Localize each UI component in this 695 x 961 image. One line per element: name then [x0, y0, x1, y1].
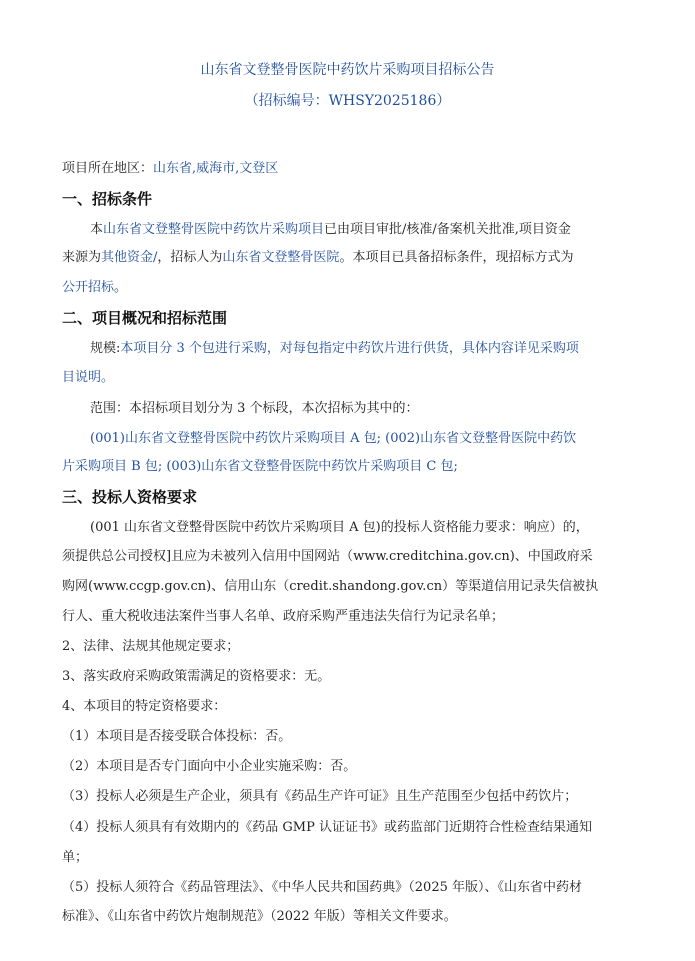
s3-line-10: （3）投标人必须是生产企业，须具有《药品生产许可证》且生产范围至少包括中药饮片；: [62, 789, 578, 804]
scale-text: 本项目分 3 个包进行采购，对每包指定中药饮片进行供货，具体内容详见采购项: [120, 341, 579, 356]
s3-line-6: 3、落实政府采购政策需满足的资格要求：无。: [62, 669, 331, 684]
text: 规模:: [90, 341, 121, 356]
section-3-heading: 三、投标人资格要求: [62, 488, 198, 506]
text: 已由项目审批/核准/备案机关批准,项目资金: [324, 222, 571, 237]
fund-source: 其他资金/: [101, 250, 158, 265]
s2-line-3: 范围：本招标项目划分为 3 个标段，本次招标为其中的：: [90, 401, 419, 416]
region-label: 项目所在地区：: [62, 161, 154, 176]
s2-line-4: (001)山东省文登整骨医院中药饮片采购项目 A 包; (002)山东省文登整骨医院中药饮: [90, 431, 577, 446]
s3-line-9: （2）本项目是否专门面向中小企业实施采购：否。: [62, 759, 357, 774]
s1-line-1: [90, 220, 645, 240]
section-2-heading: 二、项目概况和招标范围: [62, 309, 228, 327]
s2-line-2: 目说明。: [62, 370, 115, 385]
s3-line-1: (001 山东省文登整骨医院中药饮片采购项目 A 包)的投标人资格能力要求：响应）的，: [90, 520, 589, 535]
s2-line-1: [90, 339, 645, 359]
text: 来源为: [62, 250, 102, 265]
s3-line-3: 购网(www.ccgp.gov.cn)、信用山东（credit.shandong.gov.cn）等渠道信用记录失信被执: [62, 579, 599, 594]
text: 。: [114, 280, 128, 295]
s3-line-13: （5）投标人须符合《药品管理法》、《中华人民共和国药典》（2025 年版）、《山东省中药材: [62, 880, 582, 895]
text: 本: [90, 222, 104, 237]
s2-line-5: 片采购项目 B 包; (003)山东省文登整骨医院中药饮片采购项目 C 包;: [62, 459, 458, 474]
s3-line-8: （1）本项目是否接受联合体投标：否。: [62, 729, 292, 744]
project-region: [62, 159, 642, 179]
region-value: 山东省,威海市,文登区: [153, 161, 279, 176]
s3-line-11: （4）投标人须具有有效期内的《药品 GMP 认证证书》或药监部门近期符合性检查结果通知: [62, 820, 592, 835]
s1-line-3: [62, 278, 642, 298]
s3-line-4: 行人、重大税收违法案件当事人名单、政府采购严重违法失信行为记录名单；: [62, 609, 505, 624]
section-1-heading: 一、招标条件: [62, 190, 153, 208]
s3-line-7: 4、本项目的特定资格要求：: [62, 699, 227, 714]
document-title: 山东省文登整骨医院中药饮片采购项目招标公告: [200, 62, 495, 78]
s3-line-12: 单；: [62, 850, 89, 865]
s1-line-2: [62, 248, 642, 268]
tender-method: 公开招标: [62, 280, 115, 295]
s3-line-5: 2、法律、法规其他规定要求；: [62, 639, 240, 654]
tenderer-name: 山东省文登整骨医院: [222, 250, 340, 265]
s3-line-2: 须提供总公司授权]且应为未被列入信用中国网站（www.creditchina.gov.cn)、中国政府采: [62, 549, 593, 564]
text: 。本项目已具备招标条件，现招标方式为: [339, 250, 574, 265]
s3-line-14: 标准》、《山东省中药饮片炮制规范》（2022 年版）等相关文件要求。: [62, 909, 457, 924]
tender-number: （招标编号：WHSY2025186）: [244, 93, 451, 109]
project-name: 山东省文登整骨医院中药饮片采购项目: [103, 222, 325, 237]
text: ，招标人为: [157, 250, 223, 265]
